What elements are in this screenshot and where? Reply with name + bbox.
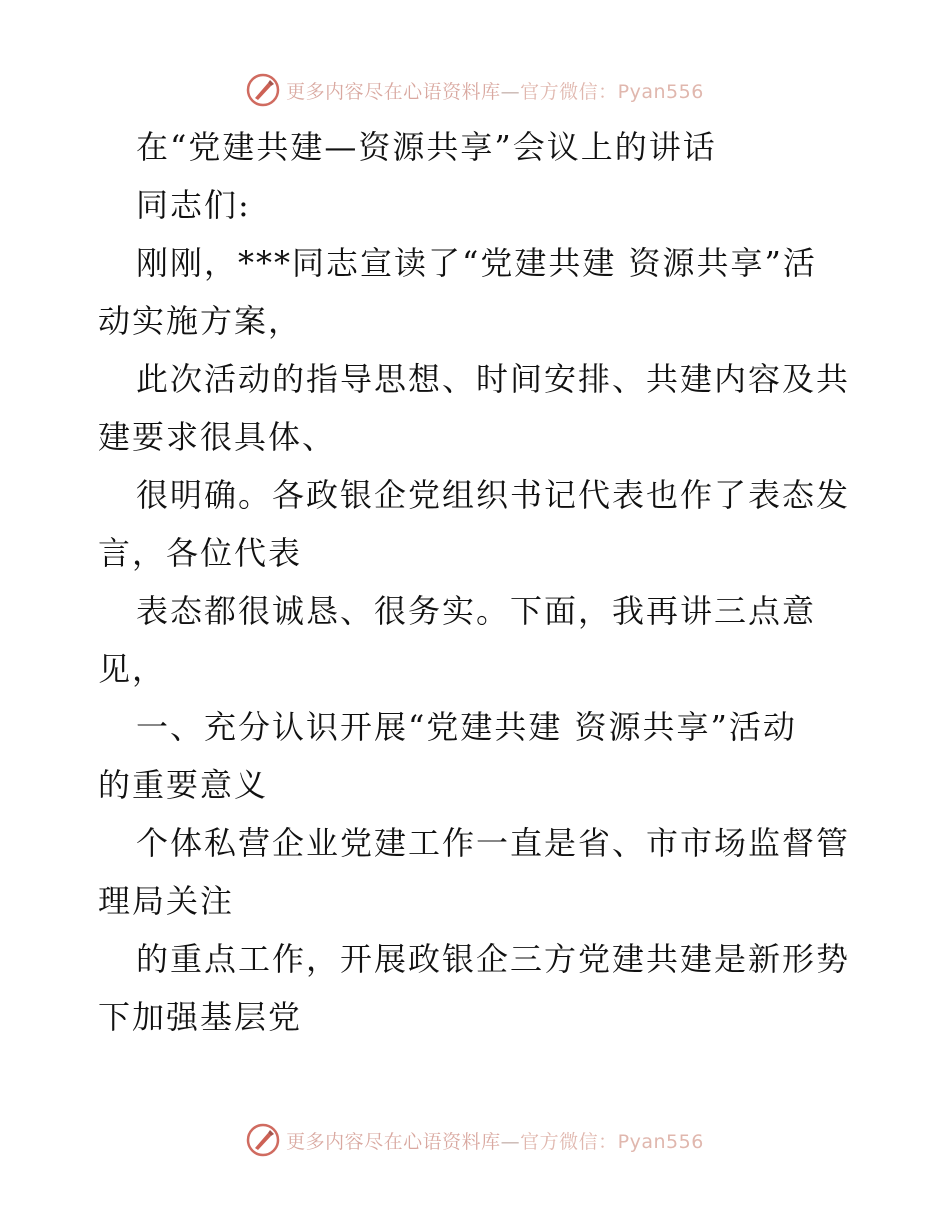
document-body xyxy=(98,118,858,1046)
paragraph-line: 动实施方案， xyxy=(98,302,303,340)
paragraph-line: 此次活动的指导思想、时间安排、共建内容及共 xyxy=(136,360,851,398)
header-watermark xyxy=(0,70,950,110)
paragraph-line: 的重要意义 xyxy=(98,766,269,804)
watermark-wechat: 官方微信：Pyan556 xyxy=(520,80,704,103)
paragraph-line: 刚刚，***同志宣读了“党建共建 资源共享”活 xyxy=(136,244,817,282)
paragraph-line: 建要求很具体、 xyxy=(98,418,337,456)
paragraph-line: 个体私营企业党建工作一直是省、市市场监督管 xyxy=(136,824,851,862)
pen-logo-icon xyxy=(246,73,280,107)
watermark-dash: — xyxy=(500,1130,521,1153)
watermark-dash: — xyxy=(500,80,521,103)
paragraph-line: 下加强基层党 xyxy=(98,998,303,1036)
paragraph-line: 理局关注 xyxy=(98,882,235,920)
paragraph-line: 表态都很诚恳、很务实。下面，我再讲三点意 xyxy=(136,592,817,630)
watermark-label xyxy=(286,77,704,104)
paragraph-line: 同志们: xyxy=(136,186,251,224)
paragraph-line: 一、充分认识开展“党建共建 资源共享”活动 xyxy=(136,708,797,746)
paragraph-line: 很明确。各政银企党组织书记代表也作了表态发 xyxy=(136,476,851,514)
paragraph-line: 在“党建共建—资源共享”会议上的讲话 xyxy=(136,128,717,166)
paragraph-line: 见， xyxy=(98,650,167,688)
footer-watermark xyxy=(0,1120,950,1160)
watermark-wechat: 官方微信：Pyan556 xyxy=(520,1130,704,1153)
pen-logo-icon xyxy=(246,1123,280,1157)
paragraph-line: 的重点工作，开展政银企三方党建共建是新形势 xyxy=(136,940,851,978)
watermark-label xyxy=(286,1127,704,1154)
watermark-brand: 更多内容尽在心语资料库 xyxy=(286,1130,501,1153)
paragraph-line: 言，各位代表 xyxy=(98,534,303,572)
watermark-brand: 更多内容尽在心语资料库 xyxy=(286,80,501,103)
